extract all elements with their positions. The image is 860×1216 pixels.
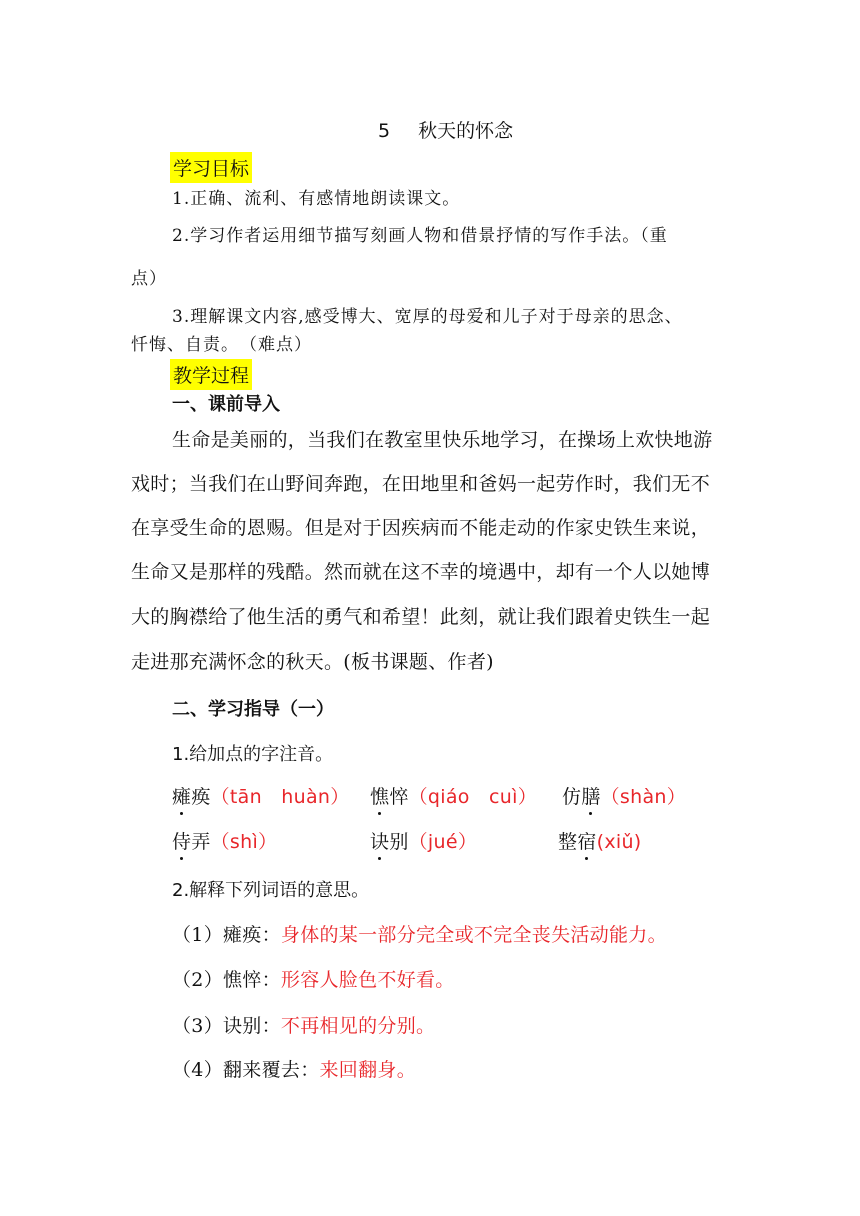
pinyin-item xyxy=(172,827,277,854)
definition-term: （2）憔悴： xyxy=(172,969,281,991)
process-heading: 教学过程 xyxy=(170,359,252,390)
goal-line: 3.理解课文内容,感受博大、宽厚的母爱和儿子对于母亲的思念、 xyxy=(172,307,683,327)
definition-meaning: 不再相见的分别。 xyxy=(280,1015,436,1037)
goal-line: 点） xyxy=(131,269,167,289)
dotted-char: 诀 xyxy=(370,827,389,854)
goals-heading: 学习目标 xyxy=(170,152,252,183)
intro-line: 在享受生命的恩赐。但是对于因疾病而不能走动的作家史铁生来说， xyxy=(131,517,711,539)
pinyin: (xiǔ) xyxy=(596,831,642,853)
definition-term: （1）瘫痪： xyxy=(172,924,281,946)
lesson-name: 秋天的怀念 xyxy=(418,120,514,142)
intro-line: 走进那充满怀念的秋天。(板书课题、作者) xyxy=(131,651,494,673)
dotted-char: 瘫 xyxy=(172,782,191,809)
dotted-char: 憔 xyxy=(370,782,389,809)
dotted-char: 侍 xyxy=(172,827,191,854)
intro-line: 生命又是那样的残酷。然而就在这不幸的境遇中，却有一个人以她博 xyxy=(131,561,711,583)
word-char: 整 xyxy=(558,831,578,853)
definition-item xyxy=(172,965,455,992)
goal-line: 2.学习作者运用细节描写刻画人物和借景抒情的写作手法。（重 xyxy=(172,226,668,246)
definition-item xyxy=(172,1011,435,1038)
definition-meaning: 来回翻身。 xyxy=(319,1059,417,1081)
lesson-title xyxy=(378,116,513,143)
section2-heading: 二、学习指导（一） xyxy=(172,699,334,720)
pinyin-item xyxy=(370,827,477,854)
definition-meaning: 形容人脸色不好看。 xyxy=(280,969,455,991)
goal-line: 忏悔、自责。 （难点） xyxy=(131,335,312,355)
word-char: 痪 xyxy=(191,786,211,808)
pinyin-item xyxy=(558,827,642,854)
word-char: 别 xyxy=(389,831,409,853)
intro-line: 戏时；当我们在山野间奔跑，在田地里和爸妈一起劳作时，我们无不 xyxy=(131,473,711,495)
definition-item xyxy=(172,1055,416,1082)
pinyin-item xyxy=(172,782,350,809)
definition-term: （4）翻来覆去： xyxy=(172,1059,320,1081)
dotted-char: 宿 xyxy=(577,827,596,854)
definition-item xyxy=(172,920,667,947)
dotted-char: 膳 xyxy=(581,782,600,809)
definition-meaning: 身体的某一部分完全或不完全丧失活动能力。 xyxy=(280,924,667,946)
pinyin-item xyxy=(562,782,686,809)
section1-heading: 一、课前导入 xyxy=(172,394,280,415)
word-char: 仿 xyxy=(562,786,582,808)
word-char: 悴 xyxy=(389,786,409,808)
question-2: 2.解释下列词语的意思。 xyxy=(172,880,370,901)
question-1: 1.给加点的字注音。 xyxy=(172,744,334,765)
pinyin: （shì） xyxy=(210,831,278,853)
lesson-number: 5 xyxy=(378,120,391,142)
pinyin: （qiáo cuì） xyxy=(408,786,537,808)
definition-term: （3）诀别： xyxy=(172,1015,281,1037)
intro-line: 生命是美丽的，当我们在教室里快乐地学习，在操场上欢快地游 xyxy=(172,429,713,451)
pinyin: （tān huàn） xyxy=(210,786,350,808)
intro-line: 大的胸襟给了他生活的勇气和希望！此刻，就让我们跟着史铁生一起 xyxy=(131,606,711,628)
pinyin: （shàn） xyxy=(600,786,687,808)
word-char: 弄 xyxy=(191,831,211,853)
pinyin: （jué） xyxy=(408,831,478,853)
goal-line: 1.正确、流利、有感情地朗读课文。 xyxy=(172,189,461,209)
pinyin-item xyxy=(370,782,537,809)
